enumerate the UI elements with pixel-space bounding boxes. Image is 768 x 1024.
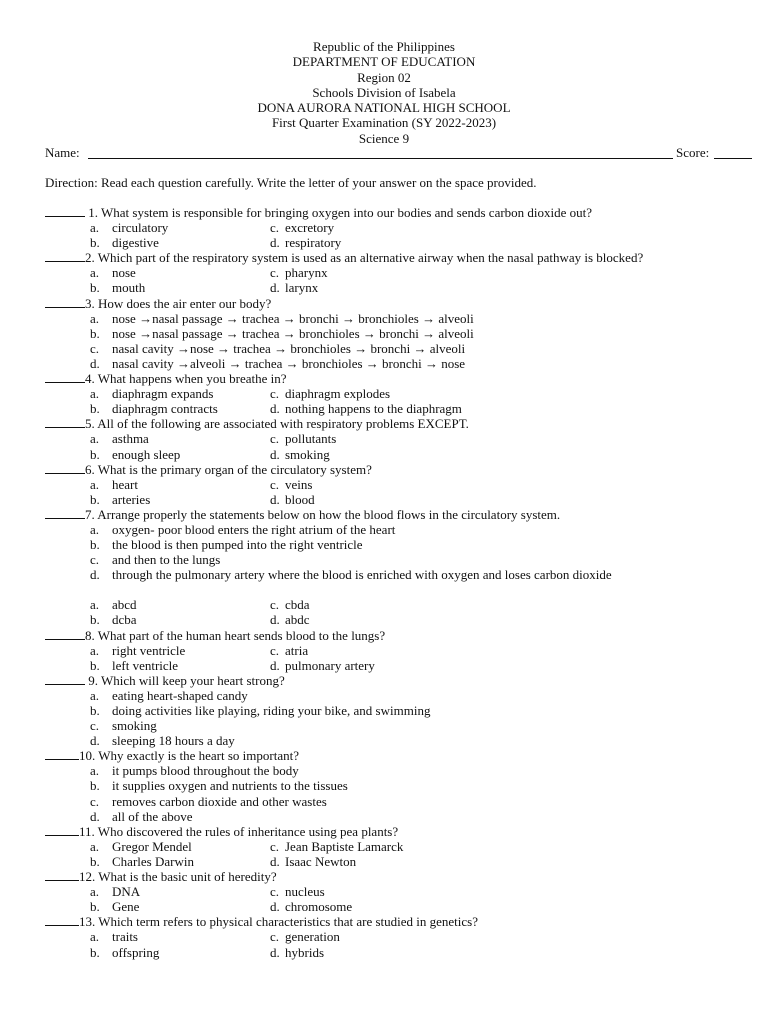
option-letter: d. <box>270 401 280 417</box>
question-7 <box>45 507 705 522</box>
option-a: eating heart-shaped candy <box>112 687 248 703</box>
option-d: hybrids <box>285 944 324 960</box>
question-8 <box>45 628 705 643</box>
option-b: dcba <box>112 612 137 628</box>
question-number: 4. <box>85 371 95 387</box>
option-letter: c. <box>90 718 100 734</box>
question-number: 2. <box>85 250 95 266</box>
option-d: Isaac Newton <box>285 853 357 869</box>
option-letter: d. <box>270 657 280 673</box>
option-letter: a. <box>90 431 100 447</box>
question-text: Who discovered the rules of inheritance using pea plants? <box>97 823 399 839</box>
option-a: it pumps blood throughout the body <box>112 763 299 779</box>
score-field[interactable] <box>714 158 752 159</box>
question-text: How does the air enter our body? <box>98 295 272 311</box>
name-label: Name: <box>45 145 80 160</box>
question-number: 6. <box>85 461 95 477</box>
header-division: Schools Division of Isabela <box>312 84 456 100</box>
option-letter: a. <box>90 265 100 281</box>
option-c: Jean Baptiste Lamarck <box>285 838 404 854</box>
option-a: diaphragm expands <box>112 386 214 402</box>
option-c: diaphragm explodes <box>285 386 391 402</box>
option-letter: a. <box>90 386 100 402</box>
option-letter: a. <box>90 884 100 900</box>
option-b: digestive <box>112 235 159 251</box>
option-d: chromosome <box>285 899 353 915</box>
answer-blank[interactable] <box>45 824 79 836</box>
question-1 <box>45 205 705 220</box>
answer-blank[interactable] <box>45 296 85 308</box>
question-text: Why exactly is the heart so important? <box>98 748 299 764</box>
question-number: 11. <box>79 823 95 839</box>
option-letter: a. <box>90 687 100 703</box>
question-text: What is the basic unit of heredity? <box>98 869 277 885</box>
question-text: What system is responsible for bringing oxygen into our bodies and sends carbon dioxide out? <box>101 205 593 220</box>
option-c: pharynx <box>285 265 328 281</box>
question-6 <box>45 462 705 477</box>
option-d: larynx <box>285 280 319 296</box>
question-text: Arrange properly the statements below on how the blood flows in the circulatory system. <box>97 506 561 522</box>
question-13 <box>45 914 705 929</box>
option-letter: d. <box>270 612 280 628</box>
name-score-row <box>45 145 713 161</box>
option-letter: b. <box>90 446 100 462</box>
option-d: sleeping 18 hours a day <box>112 733 235 749</box>
option-letter: b. <box>90 944 100 960</box>
question-text: What part of the human heart sends blood to the lungs? <box>97 627 386 643</box>
answer-blank[interactable] <box>45 250 85 262</box>
option-letter: c. <box>270 642 280 658</box>
option-letter: c. <box>90 340 100 356</box>
question-number: 7. <box>85 506 95 522</box>
answer-blank[interactable] <box>45 462 85 474</box>
option-c: cbda <box>285 597 310 613</box>
answer-blank[interactable] <box>45 748 79 760</box>
header-department: DEPARTMENT OF EDUCATION <box>292 54 476 70</box>
header-republic: Republic of the Philippines <box>313 39 455 54</box>
option-letter: b. <box>90 280 100 296</box>
option-a: traits <box>112 929 138 945</box>
statement-d: through the pulmonary artery where the blood is enriched with oxygen and loses carbon dioxide <box>112 567 612 583</box>
option-c: generation <box>285 929 340 945</box>
option-letter: c. <box>270 265 280 281</box>
question-number: 8. <box>85 627 95 643</box>
option-letter: c. <box>270 220 280 236</box>
option-d: blood <box>285 491 315 507</box>
option-d: smoking <box>285 446 330 462</box>
option-letter: c. <box>270 929 280 945</box>
option-letter: a. <box>90 642 100 658</box>
option-b: it supplies oxygen and nutrients to the tissues <box>112 778 348 794</box>
option-letter: b. <box>90 325 100 341</box>
option-b: offspring <box>112 944 160 960</box>
option-letter: c. <box>270 386 280 402</box>
question-text: All of the following are associated with respiratory problems EXCEPT. <box>97 416 469 432</box>
question-10 <box>45 748 705 763</box>
answer-blank[interactable] <box>45 507 85 519</box>
option-letter: b. <box>90 612 100 628</box>
exam-header <box>0 39 768 146</box>
option-letter: a. <box>90 521 100 537</box>
option-d: all of the above <box>112 808 193 824</box>
option-letter: b. <box>90 703 100 718</box>
option-letter: d. <box>270 235 280 251</box>
header-subject: Science 9 <box>358 130 410 146</box>
option-letter: c. <box>90 552 100 568</box>
question-number: 5. <box>85 416 95 432</box>
question-5 <box>45 416 705 431</box>
option-d: nothing happens to the diaphragm <box>285 401 462 417</box>
question-12 <box>45 869 705 884</box>
statement-a: oxygen- poor blood enters the right atrium of the heart <box>112 521 396 537</box>
option-letter: c. <box>270 838 280 854</box>
question-number: 13. <box>79 914 96 930</box>
option-a: right ventricle <box>112 642 186 658</box>
question-text: What happens when you breathe in? <box>97 371 287 387</box>
option-letter: b. <box>90 235 100 251</box>
option-b: mouth <box>112 280 146 296</box>
answer-blank[interactable] <box>45 205 85 217</box>
option-c: veins <box>285 476 313 492</box>
option-letter: b. <box>90 657 100 673</box>
option-b: doing activities like playing, riding your bike, and swimming <box>112 703 431 718</box>
question-text: Which term refers to physical characteristics that are studied in genetics? <box>98 914 478 930</box>
option-letter: c. <box>270 884 280 900</box>
option-letter: a. <box>90 476 100 492</box>
option-c: excretory <box>285 220 335 236</box>
option-letter: d. <box>270 280 280 296</box>
option-letter: a. <box>90 929 100 945</box>
header-exam-title: First Quarter Examination (SY 2022-2023) <box>271 115 497 131</box>
option-letter: a. <box>90 220 100 236</box>
statement-c: and then to the lungs <box>112 552 221 568</box>
option-c: pollutants <box>285 431 337 447</box>
option-letter: c. <box>270 476 280 492</box>
option-letter: b. <box>90 491 100 507</box>
option-letter: d. <box>270 491 280 507</box>
directions: Direction: Read each question carefully. Write the letter of your answer on the space provided. <box>45 175 537 190</box>
option-b: enough sleep <box>112 446 181 462</box>
option-letter: d. <box>90 567 100 583</box>
option-letter: b. <box>90 537 100 553</box>
question-3 <box>45 296 705 311</box>
option-letter: d. <box>90 355 100 371</box>
name-field[interactable] <box>88 158 673 159</box>
option-letter: d. <box>270 853 280 869</box>
answer-blank[interactable] <box>45 628 85 640</box>
answer-blank[interactable] <box>45 914 79 926</box>
question-number: 1. <box>85 205 98 220</box>
option-c: smoking <box>112 718 157 734</box>
option-letter: c. <box>90 793 100 809</box>
option-c: nasal cavity →nose → trachea → bronchioles → bronchi → alveoli <box>112 340 466 356</box>
question-number: 10. <box>79 748 96 764</box>
option-letter: a. <box>90 597 100 613</box>
option-letter: c. <box>270 431 280 447</box>
option-letter: a. <box>90 838 100 854</box>
option-b: Charles Darwin <box>112 853 194 869</box>
option-d: respiratory <box>285 235 342 251</box>
question-11 <box>45 824 705 839</box>
option-d: abdc <box>285 612 310 628</box>
question-2 <box>45 250 705 265</box>
option-c: atria <box>285 642 309 658</box>
header-region: Region 02 <box>357 69 411 85</box>
option-letter: b. <box>90 401 100 417</box>
option-a: Gregor Mendel <box>112 838 192 854</box>
option-letter: a. <box>90 310 100 326</box>
option-a: nose <box>112 265 136 281</box>
score-label: Score: <box>676 145 710 160</box>
option-letter: d. <box>270 899 280 915</box>
option-b: Gene <box>112 899 140 915</box>
option-letter: d. <box>90 808 100 824</box>
statement-b: the blood is then pumped into the right ventricle <box>112 537 363 553</box>
option-letter: d. <box>90 733 100 749</box>
option-b: arteries <box>112 491 151 507</box>
option-a: heart <box>112 476 138 492</box>
option-a: nose →nasal passage → trachea → bronchi → bronchioles → alveoli <box>112 310 474 326</box>
answer-blank[interactable] <box>45 416 85 428</box>
option-c: nucleus <box>285 884 325 900</box>
option-letter: c. <box>270 597 280 613</box>
question-text: What is the primary organ of the circulatory system? <box>97 461 372 477</box>
question-4 <box>45 371 705 386</box>
option-letter: a. <box>90 763 100 779</box>
header-school: DONA AURORA NATIONAL HIGH SCHOOL <box>257 100 511 116</box>
option-b: left ventricle <box>112 657 179 673</box>
option-a: abcd <box>112 597 137 613</box>
option-a: DNA <box>112 884 141 900</box>
answer-blank[interactable] <box>45 869 79 881</box>
option-a: asthma <box>112 431 149 447</box>
option-c: removes carbon dioxide and other wastes <box>112 793 327 809</box>
answer-blank[interactable] <box>45 673 85 685</box>
question-text: Which will keep your heart strong? <box>101 672 285 688</box>
question-number: 3. <box>85 295 95 311</box>
question-text: Which part of the respiratory system is used as an alternative airway when the nasal pathway is blocked? <box>97 250 644 266</box>
option-letter: d. <box>270 944 280 960</box>
question-9 <box>45 673 705 688</box>
option-b: diaphragm contracts <box>112 401 218 417</box>
option-letter: b. <box>90 853 100 869</box>
answer-blank[interactable] <box>45 371 85 383</box>
question-number: 9. <box>85 672 98 688</box>
option-d: pulmonary artery <box>285 657 375 673</box>
option-letter: b. <box>90 778 100 794</box>
option-d: nasal cavity →alveoli → trachea → bronchioles → bronchi → nose <box>112 355 466 371</box>
option-a: circulatory <box>112 220 169 236</box>
question-list <box>45 205 705 960</box>
option-letter: d. <box>270 446 280 462</box>
option-b: nose →nasal passage → trachea → bronchioles → bronchi → alveoli <box>112 325 474 341</box>
option-letter: b. <box>90 899 100 915</box>
question-number: 12. <box>79 869 96 885</box>
